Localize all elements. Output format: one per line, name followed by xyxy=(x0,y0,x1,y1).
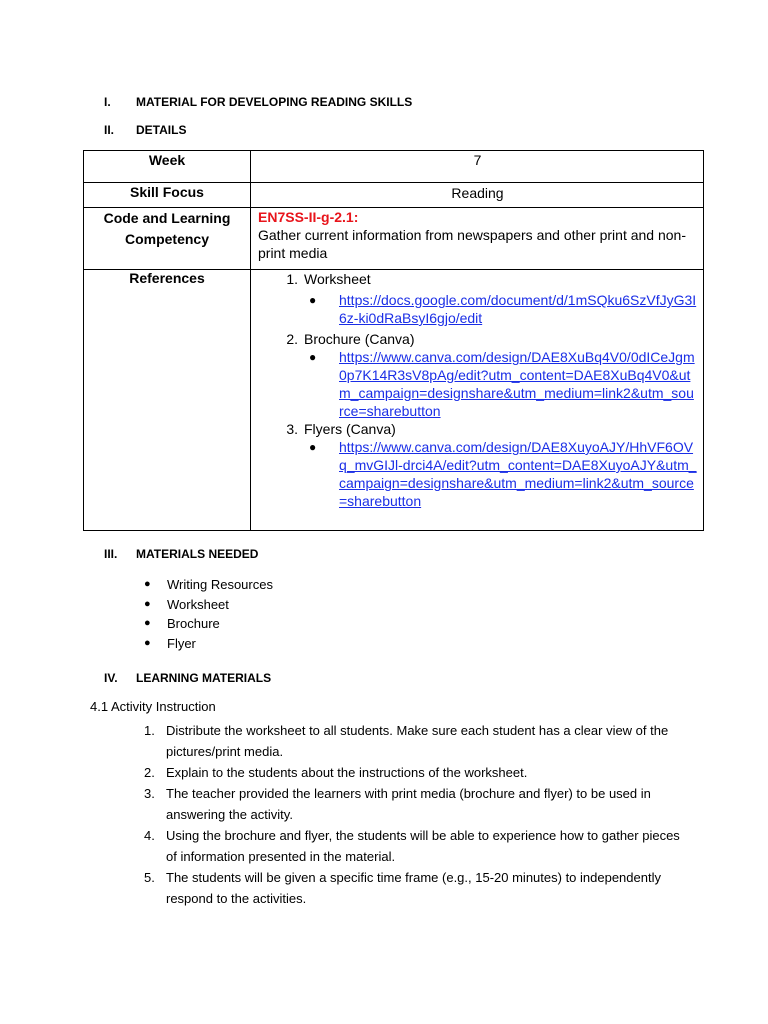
worksheet-link[interactable]: https://docs.google.com/document/d/1mSQku6SzVfJyG3I6z-ki0dRaBsyI6gjo/edit xyxy=(339,292,697,326)
step-number: 1. xyxy=(144,723,155,738)
materials-list xyxy=(144,575,273,654)
reference-title: Flyers (Canva) xyxy=(304,421,396,437)
table-row xyxy=(84,183,704,208)
flyers-link[interactable]: https://www.canva.com/design/DAE8XuyoAJY/HhVF6OVq_mvGIJl-drci4A/edit?utm_content=DAE8XuyoAJY&utm_campaign=designshare&utm_medium=link2&utm_source=sharebutton xyxy=(339,439,697,509)
brochure-link[interactable]: https://www.canva.com/design/DAE8XuBq4V0/0dICeJgm0p7K14R3sV8pAg/edit?utm_content=DAE8XuBq4V0&utm_campaign=designshare&utm_medium=link2&utm_source=sharebutton xyxy=(339,349,695,419)
step-text: The teacher provided the learners with print media (brochure and flyer) to be used in answering the activity. xyxy=(166,786,651,822)
list-item xyxy=(144,575,273,595)
competency-text: Gather current information from newspapers and other print and non-print media xyxy=(258,227,687,261)
section-heading-3 xyxy=(104,547,258,561)
material-label: Writing Resources xyxy=(167,577,273,592)
list-item xyxy=(144,783,684,825)
skill-focus-value: Reading xyxy=(251,183,704,208)
section-number: IV. xyxy=(104,671,118,685)
bullet-icon: ● xyxy=(144,637,151,650)
skill-focus-label: Skill Focus xyxy=(84,183,251,208)
list-item xyxy=(144,614,273,634)
reference-item-3 xyxy=(251,420,697,510)
section-number: II. xyxy=(104,123,115,137)
section-title: MATERIALS NEEDED xyxy=(136,547,259,561)
list-item xyxy=(144,867,684,909)
code-competency-value xyxy=(251,208,704,270)
step-text: Using the brochure and flyer, the students will be able to experience how to gather pieces of information presented in the material. xyxy=(166,828,680,864)
reference-item-1 xyxy=(251,270,697,327)
step-number: 4. xyxy=(144,828,155,843)
table-row xyxy=(84,208,704,270)
bullet-icon: ● xyxy=(309,293,317,307)
reference-title: Brochure (Canva) xyxy=(304,331,415,347)
competency-code: EN7SS-II-g-2.1: xyxy=(258,209,359,225)
activity-steps xyxy=(144,720,684,909)
material-label: Brochure xyxy=(167,616,220,632)
bullet-icon: ● xyxy=(309,350,317,364)
reference-number: 3. xyxy=(286,421,298,437)
references-label: References xyxy=(84,270,251,531)
section-heading-4 xyxy=(104,671,271,685)
section-heading-2 xyxy=(104,123,186,137)
reference-number: 1. xyxy=(286,271,298,287)
bullet-icon: ● xyxy=(144,597,151,610)
week-value: 7 xyxy=(251,151,704,183)
step-number: 5. xyxy=(144,870,155,885)
table-row xyxy=(84,151,704,183)
section-number: I. xyxy=(104,95,111,109)
bullet-icon: ● xyxy=(144,578,151,590)
reference-title: Worksheet xyxy=(304,271,371,287)
list-item xyxy=(144,634,273,654)
step-text: Explain to the students about the instructions of the worksheet. xyxy=(166,765,528,780)
bullet-icon: ● xyxy=(309,440,317,454)
list-item xyxy=(144,762,684,783)
step-number: 2. xyxy=(144,765,155,780)
section-title: LEARNING MATERIALS xyxy=(136,671,272,685)
reference-number: 2. xyxy=(286,331,298,347)
code-competency-label xyxy=(84,208,251,270)
section-title: DETAILS xyxy=(136,123,187,137)
bullet-icon: ● xyxy=(144,617,151,630)
step-number: 3. xyxy=(144,786,155,801)
list-item xyxy=(144,595,273,615)
details-table xyxy=(83,150,704,531)
code-label-line-2: Competency xyxy=(124,231,210,247)
code-label-line-1: Code and Learning xyxy=(103,210,231,226)
list-item xyxy=(144,825,684,867)
section-title: MATERIAL FOR DEVELOPING READING SKILLS xyxy=(136,95,413,109)
references-list xyxy=(251,270,704,531)
section-number: III. xyxy=(104,547,118,561)
table-row xyxy=(84,270,704,531)
section-heading-1 xyxy=(104,95,412,109)
step-text: The students will be given a specific time frame (e.g., 15-20 minutes) to independently respond to the activities. xyxy=(166,870,661,906)
material-label: Flyer xyxy=(167,636,196,652)
material-label: Worksheet xyxy=(167,596,229,612)
list-item xyxy=(144,720,684,762)
step-text: Distribute the worksheet to all students. Make sure each student has a clear view of the pictures/print media. xyxy=(166,723,669,759)
activity-instruction-title: 4.1 Activity Instruction xyxy=(90,699,216,714)
reference-item-2 xyxy=(251,330,697,420)
week-label: Week xyxy=(84,151,251,183)
